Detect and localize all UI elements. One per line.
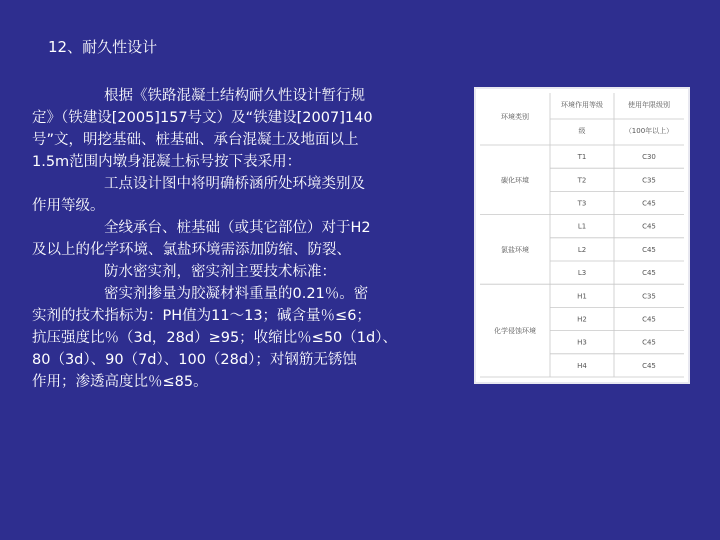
table-cell-concrete: C45	[642, 361, 656, 370]
paragraph	[32, 85, 472, 173]
text-line: 工点设计图中将明确桥涵所处环境类别及	[104, 176, 365, 192]
body-text	[32, 85, 472, 393]
paragraph	[32, 283, 472, 393]
table-header-grade: 环境作用等级	[561, 101, 603, 109]
table-header-category: 环境类别	[501, 113, 529, 121]
table-cell-concrete: C45	[642, 338, 656, 347]
paragraph	[32, 173, 472, 217]
text-line: 实剂的技术指标为：PH值为11～13；碱含量％≤6；	[32, 308, 371, 324]
table-cell-grade: T2	[577, 176, 587, 185]
table-cell-category: 碳化环境	[501, 176, 529, 185]
slide-title: 12、耐久性设计	[48, 38, 158, 56]
table-cell-grade: H3	[577, 338, 587, 347]
text-line: 密实剂掺量为胶凝材料重量的0.21％。密	[104, 286, 369, 302]
text-line: 抗压强度比％（3d，28d）≥95；收缩比％≤50（1d）、	[32, 330, 397, 346]
table-cell-concrete: C45	[642, 199, 656, 208]
text-line: 1.5m范围内墩身混凝土标号按下表采用：	[32, 154, 302, 170]
table-header-years: （100年以上）	[624, 127, 674, 135]
table-cell-concrete: C35	[642, 176, 656, 185]
text-line: 80（3d）、90（7d）、100（28d）；对钢筋无锈蚀	[32, 352, 357, 368]
table-cell-grade: H4	[577, 361, 587, 370]
text-line: 及以上的化学环境、氯盐环境需添加防缩、防裂、	[32, 242, 351, 258]
table-cell-concrete: C35	[642, 292, 656, 301]
table-cell-grade: L3	[577, 269, 587, 278]
table-header-grade-unit: 级	[578, 127, 586, 135]
table-cell-grade: L1	[577, 222, 587, 231]
table-header-service-life: 使用年限级别	[628, 101, 670, 109]
text-line: 根据《铁路混凝土结构耐久性设计暂行规	[104, 88, 365, 104]
table-cell-category: 氯盐环境	[501, 245, 529, 254]
paragraph	[32, 217, 472, 283]
text-line: 全线承台、桩基础（或其它部位）对于H2	[104, 220, 371, 236]
table-cell-concrete: C45	[642, 245, 656, 254]
table-cell-category: 化学侵蚀环境	[494, 327, 536, 336]
text-line: 防水密实剂，密实剂主要技术标准：	[104, 264, 336, 280]
table-cell-concrete: C30	[642, 153, 656, 162]
table-cell-concrete: C45	[642, 315, 656, 324]
table-cell-grade: H2	[577, 315, 587, 324]
table-svg	[476, 89, 688, 382]
concrete-grade-table	[474, 87, 690, 384]
table-cell-grade: T1	[577, 153, 587, 162]
table-cell-grade: T3	[577, 199, 587, 208]
text-line: 作用；渗透高度比％≤85。	[32, 374, 208, 390]
text-line: 定》（铁建设[2005]157号文）及“铁建设[2007]140	[32, 110, 373, 126]
table-cell-grade: L2	[577, 245, 587, 254]
table-cell-concrete: C45	[642, 269, 656, 278]
text-line: 作用等级。	[32, 198, 105, 214]
text-line: 号”文，明挖基础、桩基础、承台混凝土及地面以上	[32, 132, 359, 148]
table-cell-grade: H1	[577, 292, 587, 301]
table-cell-concrete: C45	[642, 222, 656, 231]
